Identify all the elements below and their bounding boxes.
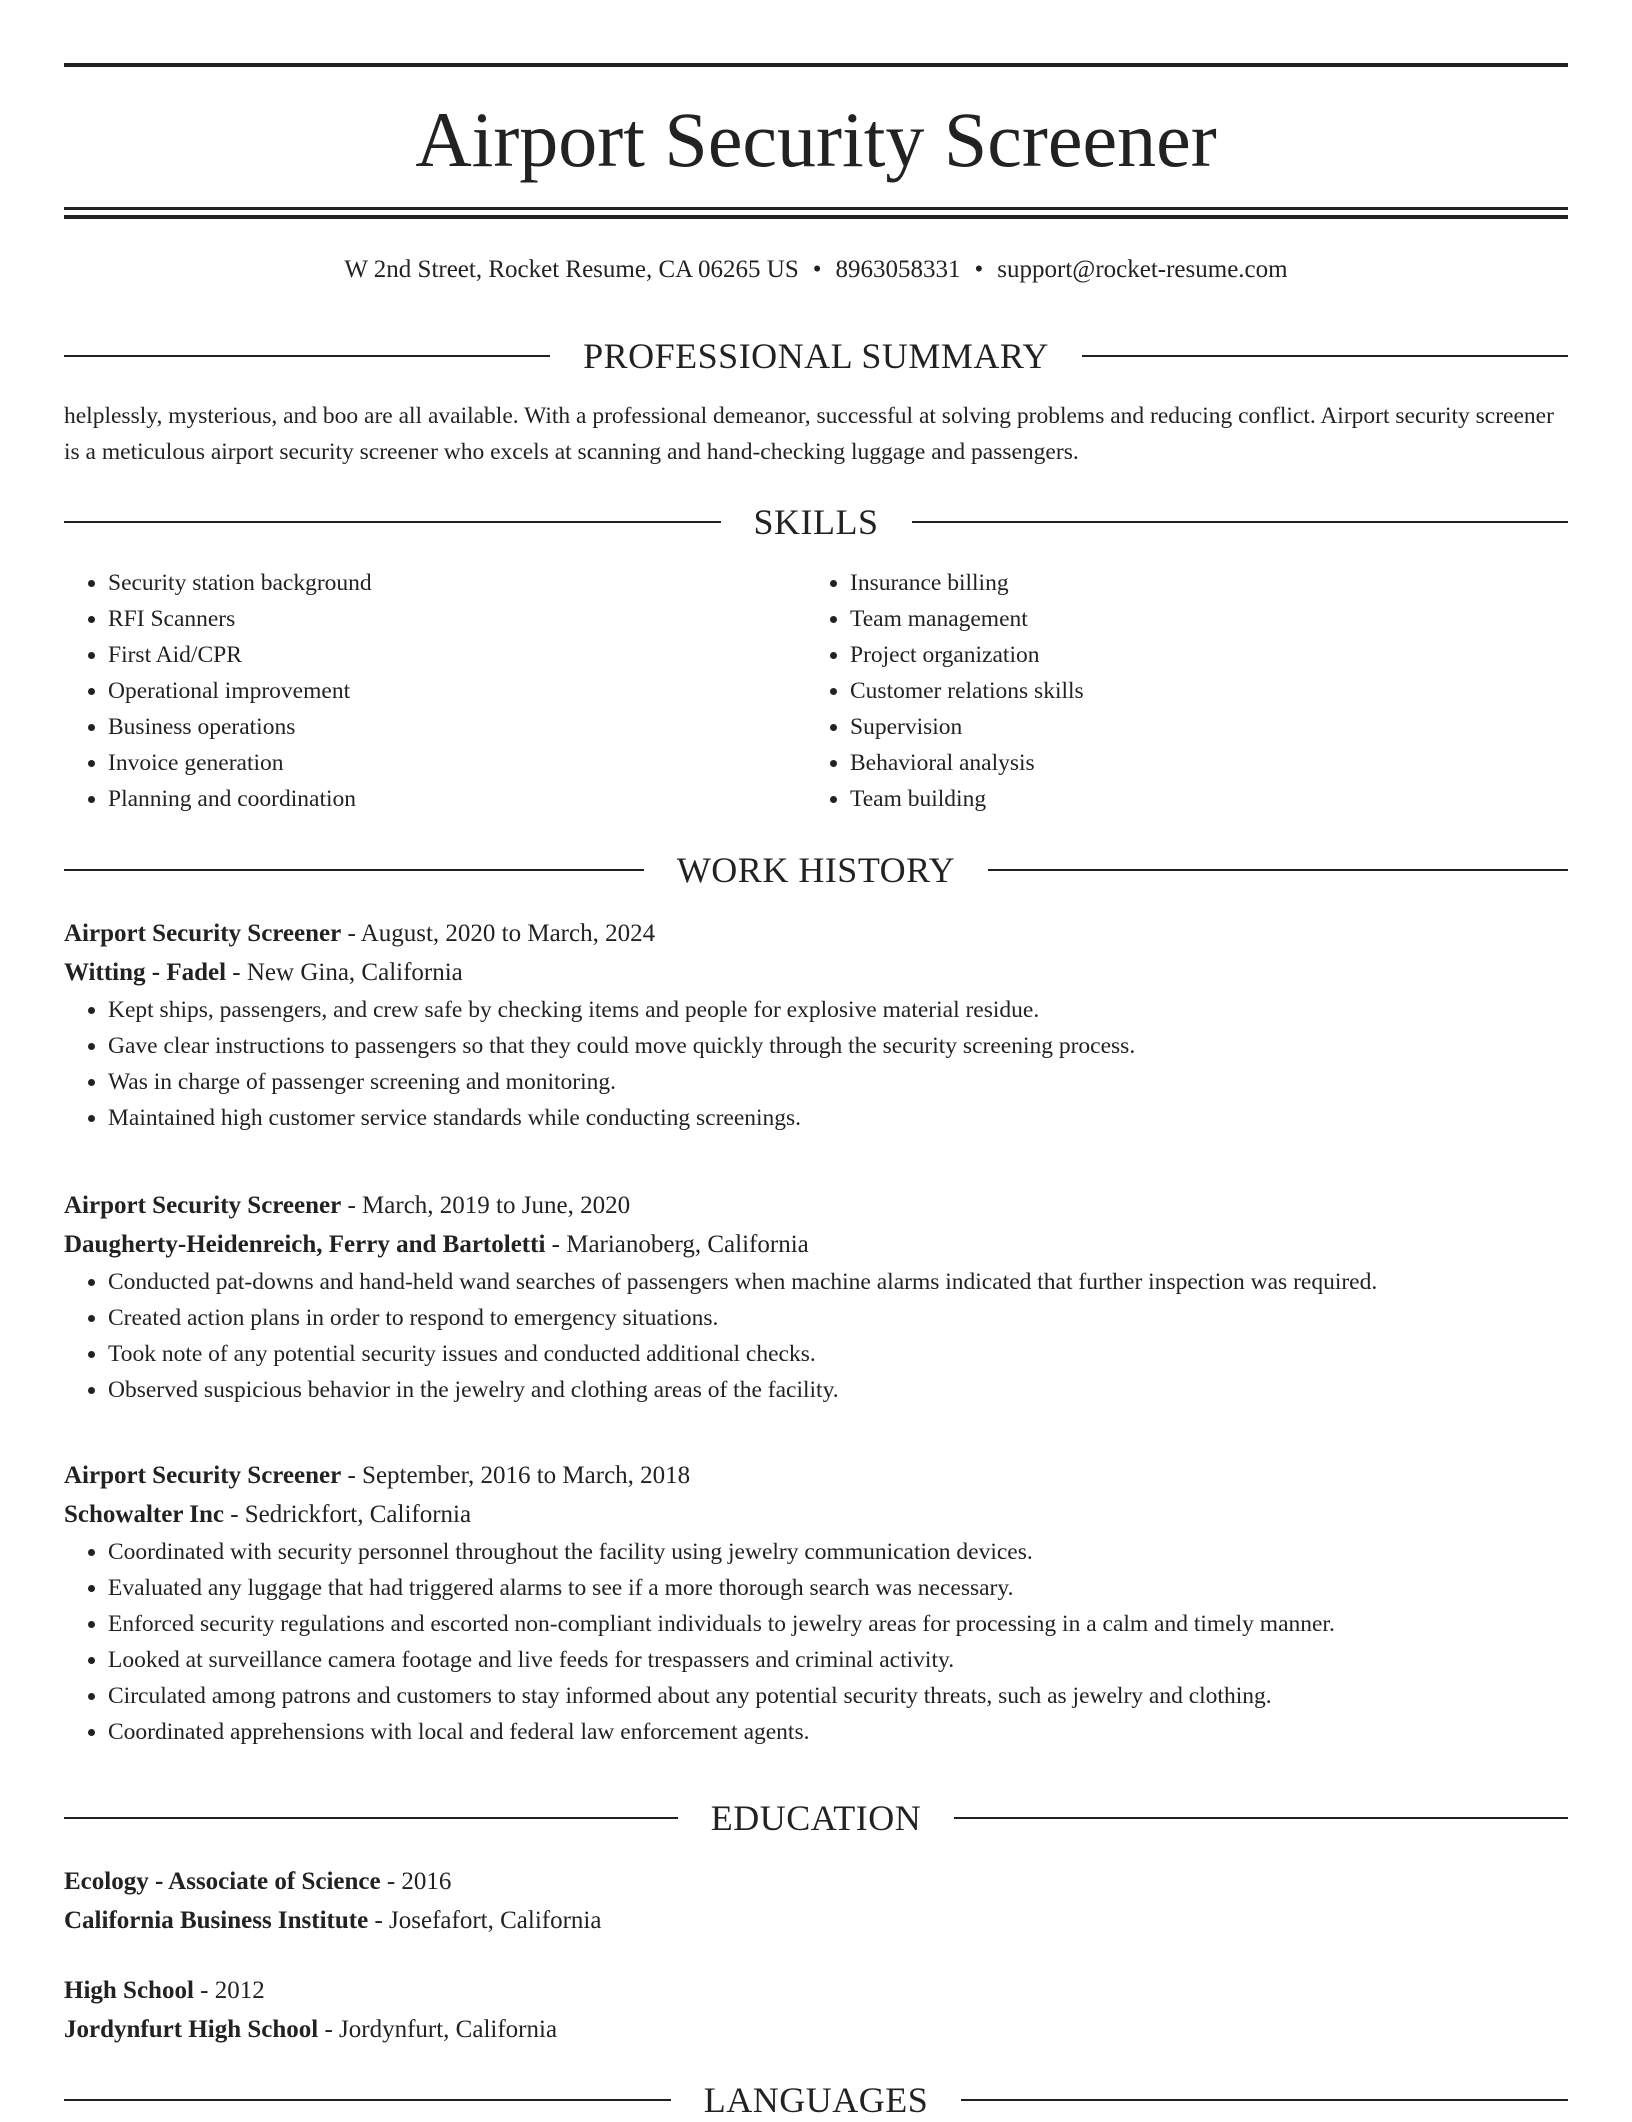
heading-rule <box>912 521 1569 523</box>
job-duties <box>64 1264 1568 1408</box>
job-title-line <box>64 1186 1568 1225</box>
job-entry <box>64 1456 1568 1750</box>
job-company-line <box>64 1495 1568 1534</box>
skill-item: • Invoice generation <box>108 745 806 781</box>
job-company-line <box>64 953 1568 992</box>
job-duty: • Conducted pat-downs and hand-held wand searches of passengers when machine alarms indicated that further inspection was required. <box>108 1264 1568 1300</box>
job-title: Airport Security Screener <box>64 920 342 947</box>
top-rule <box>64 63 1568 67</box>
job-company: Witting - Fadel <box>64 959 227 986</box>
skill-item: • Business operations <box>108 709 806 745</box>
education-school: Jordynfurt High School <box>64 2016 319 2043</box>
education-year: - 2016 <box>380 1868 452 1895</box>
double-rule-upper <box>64 207 1568 210</box>
section-heading-summary <box>64 334 1568 378</box>
summary-text: helplessly, mysterious, and boo are all available. With a professional demeanor, successful at solving problems and reducing conflict. Airport security screener is a meticulous airport security screener who excels at scanning and hand-checking luggage and passengers. <box>64 403 1554 465</box>
job-duty: • Took note of any potential security issues and conducted additional checks. <box>108 1336 1568 1372</box>
contact-phone: 8963058331 <box>835 256 961 283</box>
job-duty: • Coordinated apprehensions with local and federal law enforcement agents. <box>108 1714 1568 1750</box>
heading-rule <box>988 869 1568 871</box>
skill-item: • Supervision <box>850 709 1548 745</box>
candidate-name: Airport Security Screener <box>415 96 1217 183</box>
skill-item: • Project organization <box>850 637 1548 673</box>
job-duty: • Looked at surveillance camera footage and live feeds for trespassers and criminal activity. <box>108 1642 1568 1678</box>
job-entry <box>64 914 1568 1136</box>
job-title-line <box>64 1456 1568 1495</box>
job-title: Airport Security Screener <box>64 1462 342 1489</box>
education-location: - Jordynfurt, California <box>318 2016 558 2043</box>
skill-item: • RFI Scanners <box>108 601 806 637</box>
contact-email: support@rocket-resume.com <box>997 256 1288 283</box>
skills-column-left <box>64 565 806 817</box>
job-duty: • Enforced security regulations and escorted non-compliant individuals to jewelry areas for processing in a calm and timely manner. <box>108 1606 1568 1642</box>
heading-rule <box>961 2099 1568 2101</box>
heading-rule <box>64 355 550 357</box>
heading-rule <box>64 1817 678 1819</box>
job-company: Daugherty-Heidenreich, Ferry and Bartoletti <box>64 1231 546 1258</box>
section-title: LANGUAGES <box>703 2080 929 2120</box>
section-title: PROFESSIONAL SUMMARY <box>583 336 1049 376</box>
contact-line <box>64 253 1568 287</box>
section-title: WORK HISTORY <box>676 850 956 890</box>
skill-item: • First Aid/CPR <box>108 637 806 673</box>
education-year: - 2012 <box>193 1977 265 2004</box>
job-location: - New Gina, California <box>226 959 463 986</box>
job-duty: • Was in charge of passenger screening and monitoring. <box>108 1064 1568 1100</box>
job-location: - Marianoberg, California <box>545 1231 809 1258</box>
education-school: California Business Institute <box>64 1907 369 1934</box>
skill-item: • Insurance billing <box>850 565 1548 601</box>
education-degree: Ecology - Associate of Science <box>64 1868 381 1895</box>
double-rule-lower <box>64 215 1568 219</box>
job-duty: • Evaluated any luggage that had triggered alarms to see if a more thorough search was necessary. <box>108 1570 1568 1606</box>
heading-rule <box>64 521 721 523</box>
skill-item: • Operational improvement <box>108 673 806 709</box>
contact-address: W 2nd Street, Rocket Resume, CA 06265 US <box>344 256 799 283</box>
job-dates: - August, 2020 to March, 2024 <box>341 920 656 947</box>
heading-rule <box>64 2099 671 2101</box>
section-heading-education <box>64 1796 1568 1840</box>
education-entry <box>64 1971 1568 2049</box>
education-location: - Josefafort, California <box>368 1907 602 1934</box>
section-title: EDUCATION <box>710 1798 922 1838</box>
education-degree-line <box>64 1862 1568 1901</box>
education-entry <box>64 1862 1568 1940</box>
skill-item: • Customer relations skills <box>850 673 1548 709</box>
education-school-line <box>64 2010 1568 2049</box>
education-degree-line <box>64 1971 1568 2010</box>
job-title-line <box>64 914 1568 953</box>
job-location: - Sedrickfort, California <box>223 1501 472 1528</box>
job-title: Airport Security Screener <box>64 1192 342 1219</box>
education-school-line <box>64 1901 1568 1940</box>
skill-item: • Security station background <box>108 565 806 601</box>
skills-list <box>64 565 1568 817</box>
skill-item: • Team management <box>850 601 1548 637</box>
contact-separator: • <box>974 256 984 283</box>
heading-rule <box>64 869 644 871</box>
job-duty: • Coordinated with security personnel throughout the facility using jewelry communication devices. <box>108 1534 1568 1570</box>
job-duty: • Kept ships, passengers, and crew safe by checking items and people for explosive material residue. <box>108 992 1568 1028</box>
section-heading-skills <box>64 500 1568 544</box>
skill-item: • Planning and coordination <box>108 781 806 817</box>
job-dates: - September, 2016 to March, 2018 <box>341 1462 691 1489</box>
job-duties <box>64 992 1568 1136</box>
section-heading-work <box>64 848 1568 892</box>
job-duty: • Gave clear instructions to passengers so that they could move quickly through the security screening process. <box>108 1028 1568 1064</box>
job-company-line <box>64 1225 1568 1264</box>
job-entry <box>64 1186 1568 1408</box>
heading-rule <box>1082 355 1568 357</box>
job-company: Schowalter Inc <box>64 1501 224 1528</box>
section-title: SKILLS <box>753 502 879 542</box>
skill-item: • Team building <box>850 781 1548 817</box>
education-degree: High School <box>64 1977 194 2004</box>
job-duty: • Maintained high customer service standards while conducting screenings. <box>108 1100 1568 1136</box>
skill-item: • Behavioral analysis <box>850 745 1548 781</box>
section-heading-languages <box>64 2078 1568 2122</box>
job-dates: - March, 2019 to June, 2020 <box>341 1192 631 1219</box>
job-duty: • Created action plans in order to respond to emergency situations. <box>108 1300 1568 1336</box>
heading-rule <box>954 1817 1568 1819</box>
contact-separator: • <box>812 256 822 283</box>
job-duty: • Circulated among patrons and customers to stay informed about any potential security threats, such as jewelry and clothing. <box>108 1678 1568 1714</box>
job-duty: • Observed suspicious behavior in the jewelry and clothing areas of the facility. <box>108 1372 1568 1408</box>
skills-column-right <box>806 565 1548 817</box>
job-duties <box>64 1534 1568 1750</box>
